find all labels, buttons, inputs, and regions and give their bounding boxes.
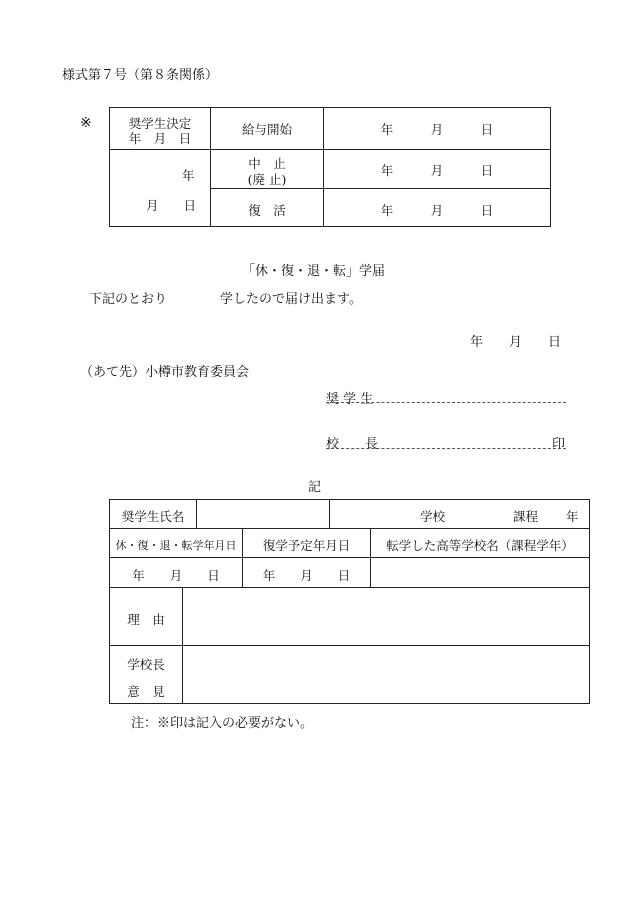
transfer-school-header: 転学した高等学校名（課程学年） xyxy=(386,538,574,553)
restore-label: 復 活 xyxy=(248,203,286,218)
statement-part2: 学したので届け出ます。 xyxy=(220,292,362,307)
return-date-header: 復学予定年月日 xyxy=(262,538,351,553)
restore-date: 年 月 日 xyxy=(380,203,494,218)
form-number: 様式第７号（第８条関係） xyxy=(62,68,219,83)
left-date-year: 年 xyxy=(182,168,195,183)
course-label: 課程 xyxy=(513,509,539,524)
notice-title: 「休・復・退・転」学届 xyxy=(242,264,386,279)
return-date-value[interactable]: 年 月 日 xyxy=(262,568,351,583)
suspend-label: 中 止 xyxy=(248,156,286,171)
decision-date: 年 月 日 xyxy=(128,131,192,146)
seal-mark: 印 xyxy=(552,437,566,452)
asterisk-mark: ※ xyxy=(80,115,92,131)
student-signature-line[interactable] xyxy=(326,402,566,403)
decision-label: 奨学生決定 xyxy=(128,116,192,131)
principal-opinion-label-2: 意 見 xyxy=(127,684,165,699)
reason-label: 理 由 xyxy=(127,612,165,627)
start-label: 給与開始 xyxy=(241,122,292,137)
school-label: 学校 xyxy=(420,509,446,524)
start-date: 年 月 日 xyxy=(380,122,494,137)
transfer-school-field[interactable] xyxy=(371,558,589,587)
suspend-date: 年 月 日 xyxy=(380,163,494,178)
footnote: 注：※印は記入の必要がない。 xyxy=(131,716,314,731)
principal-opinion-label-1: 学校長 xyxy=(127,657,165,672)
student-signature-label: 奨 学 生 xyxy=(326,392,374,407)
principal-signature-line[interactable] xyxy=(326,448,566,449)
change-date-value[interactable]: 年 月 日 xyxy=(132,568,220,583)
grade-year-label: 年 xyxy=(566,509,579,524)
ki-heading: 記 xyxy=(308,480,322,495)
student-name-label: 奨学生氏名 xyxy=(121,509,185,524)
statement-part1: 下記のとおり xyxy=(89,292,168,307)
abolish-label: (廃 止) xyxy=(247,172,287,187)
reason-field[interactable] xyxy=(183,588,589,645)
left-date-monthday: 月 日 xyxy=(146,198,197,213)
student-name-field[interactable] xyxy=(197,500,329,528)
submission-date: 年 月 日 xyxy=(470,335,562,350)
principal-signature-label: 校 長 xyxy=(326,437,379,452)
addressee: （あて先）小樽市教育委員会 xyxy=(80,365,250,380)
principal-opinion-field[interactable] xyxy=(183,646,589,703)
change-date-header: 休・復・退・転学年月日 xyxy=(115,539,237,552)
